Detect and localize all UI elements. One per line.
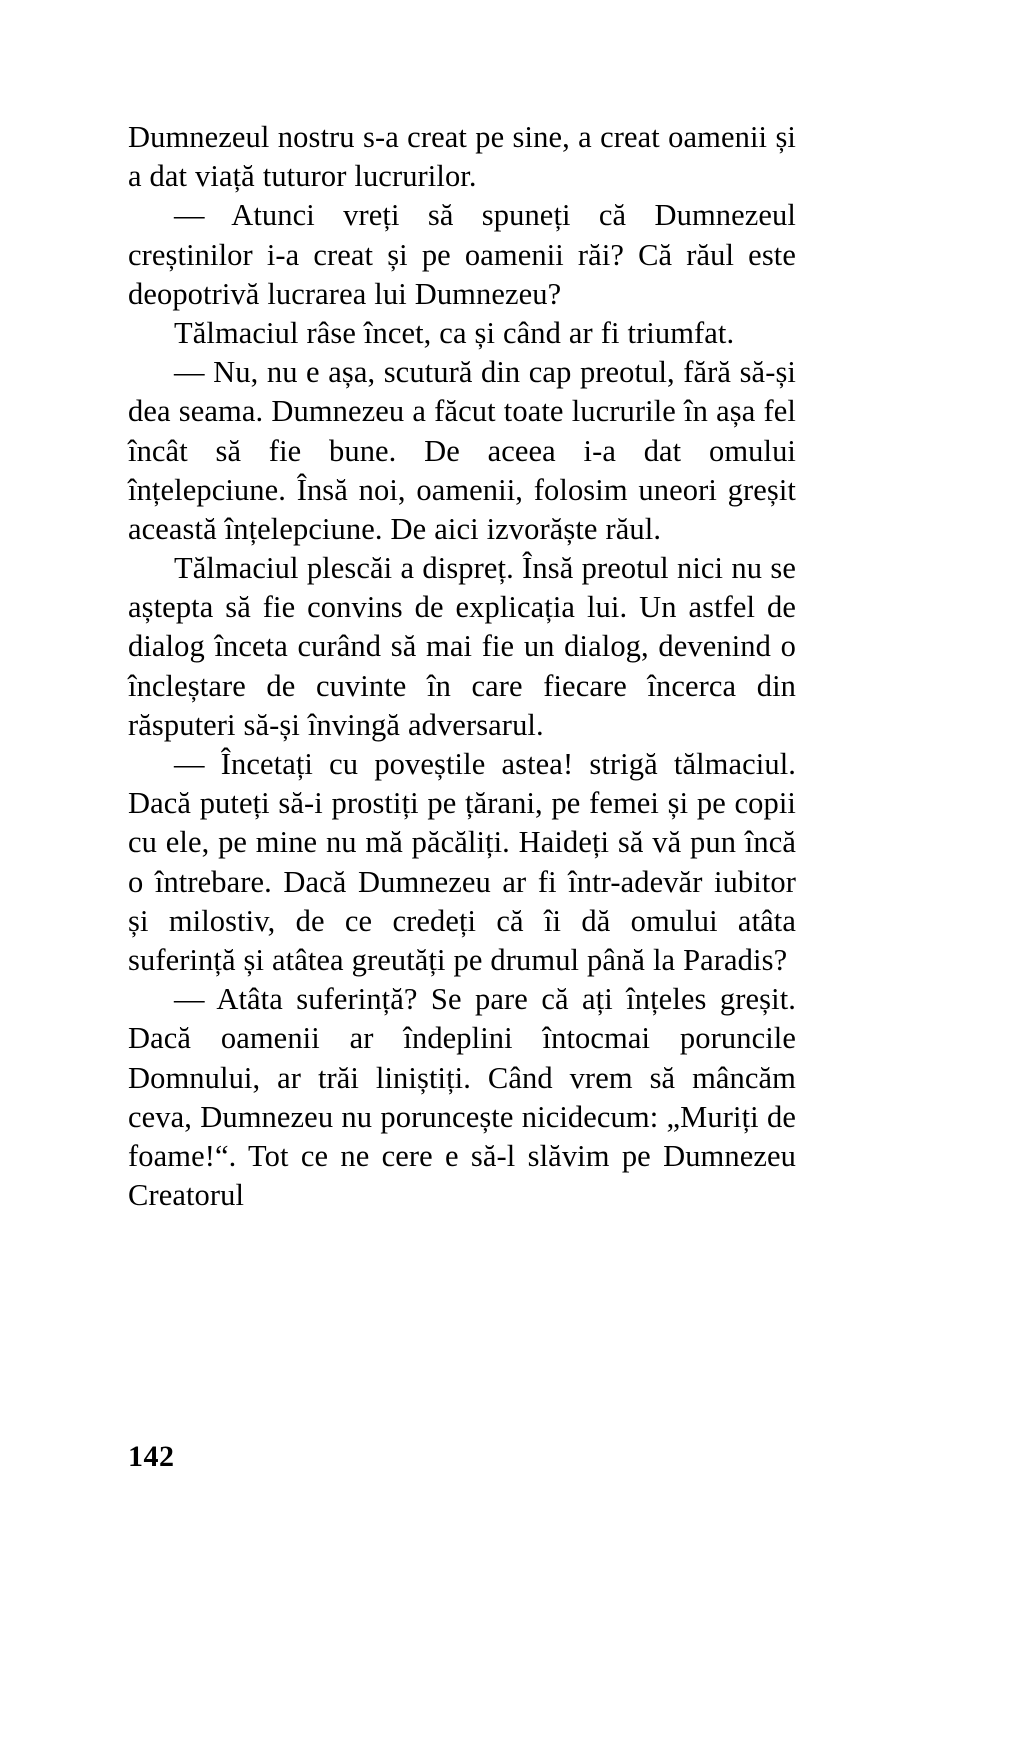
paragraph: — Nu, nu e așa, scutură din cap preotul, fără să-și dea seama. Dumnezeu a făcut toate lucrurile în așa fel încât să fie bune. De aceea i-a dat omului înțelepciune. Însă noi, oamenii, folosim uneori greșit această înțelepciune. De aici izvorăște răul. [128,355,796,546]
paragraph: — Încetați cu poveștile astea! strigă tălmaciul. Dacă puteți să-i prostiți pe țărani, pe femei și pe copii cu ele, pe mine nu mă păcăliți. Haideți să vă pun încă o întrebare. Dacă Dumnezeu ar fi într-adevăr iubitor și milostiv, de ce credeți că îi dă omului atâta suferință și atâtea greutăți pe drumul până la Paradis? [128,747,796,977]
page-number: 142 [128,1440,175,1473]
paragraph: — Atunci vreți să spuneți că Dumnezeul creștinilor i-a creat și pe oamenii răi? Că răul este deopotrivă lucrarea lui Dumnezeu? [128,198,796,311]
paragraph: Dumnezeul nostru s-a creat pe sine, a creat oamenii și a dat viață tuturor lucrurilor. [128,120,796,194]
paragraph: Tălmaciul râse încet, ca și când ar fi triumfat. [174,315,735,350]
body-text [128,118,796,1215]
paragraph: — Atâta suferință? Se pare că ați înțeles greșit. Dacă oamenii ar îndeplini întocmai poruncile Domnului, ar trăi liniștiți. Când vrem să mâncăm ceva, Dumnezeu nu poruncește nicidecum: „Muriți de foame!“. Tot ce ne cere e să-l slăvim pe Dumnezeu Creatorul [128,982,796,1213]
paragraph: Tălmaciul plescăi a dispreț. Însă preotul nici nu se aștepta să fie convins de explicația lui. Un astfel de dialog înceta curând să mai fie un dialog, devenind o încleștare de cuvinte în care fiecare încerca din răsputeri să-și învingă adversarul. [128,551,796,742]
